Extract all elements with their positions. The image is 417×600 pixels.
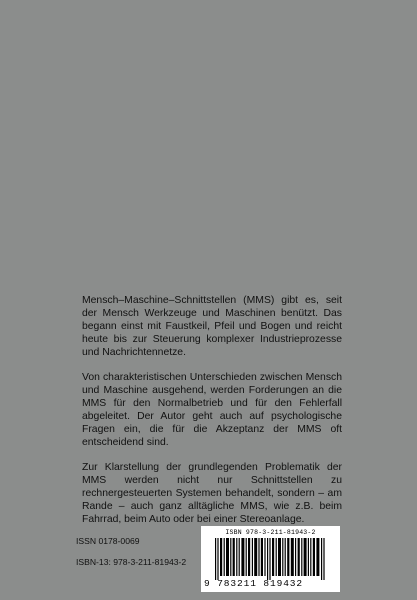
barcode (201, 526, 340, 592)
barcode-bars (215, 538, 327, 580)
blurb-text (82, 294, 342, 538)
barcode-digits: 9 783211 819432 (204, 578, 304, 589)
blurb-paragraph-2: Von charakteristischen Unterschieden zwischen Mensch und Maschine ausgehend, werden Forderungen an die MMS für den Normalbetrieb und für den Fehlerfall abgeleitet. Der Autor geht auch auf psychologische Fragen ein, die für die Akzeptanz der MMS oft entscheidend sind. (82, 372, 342, 448)
isbn-label: ISBN-13: 978-3-211-81943-2 (76, 557, 187, 567)
barcode-isbn-text: ISBN 978-3-211-81943-2 (225, 529, 316, 536)
blurb-paragraph-3: Zur Klarstellung der grundlegenden Problematik der MMS werden nicht nur Schnittstellen zu rechnergesteuerten Systemen behandelt, sondern – am Rande – auch ganz alltägliche MMS, wie z.B. beim Fahrrad, beim Auto oder bei einer Stereoanlage. (82, 462, 342, 525)
issn-label: ISSN 0178-0069 (76, 536, 140, 546)
blurb-paragraph-1: Mensch–Maschine–Schnittstellen (MMS) gibt es, seit der Mensch Werkzeuge und Maschinen benützt. Das begann einst mit Faustkeil, Pfeil und Bogen und reicht heute bis zur Steuerung komplexer Industrieprozesse und Nachrichtennetze. (82, 295, 342, 358)
